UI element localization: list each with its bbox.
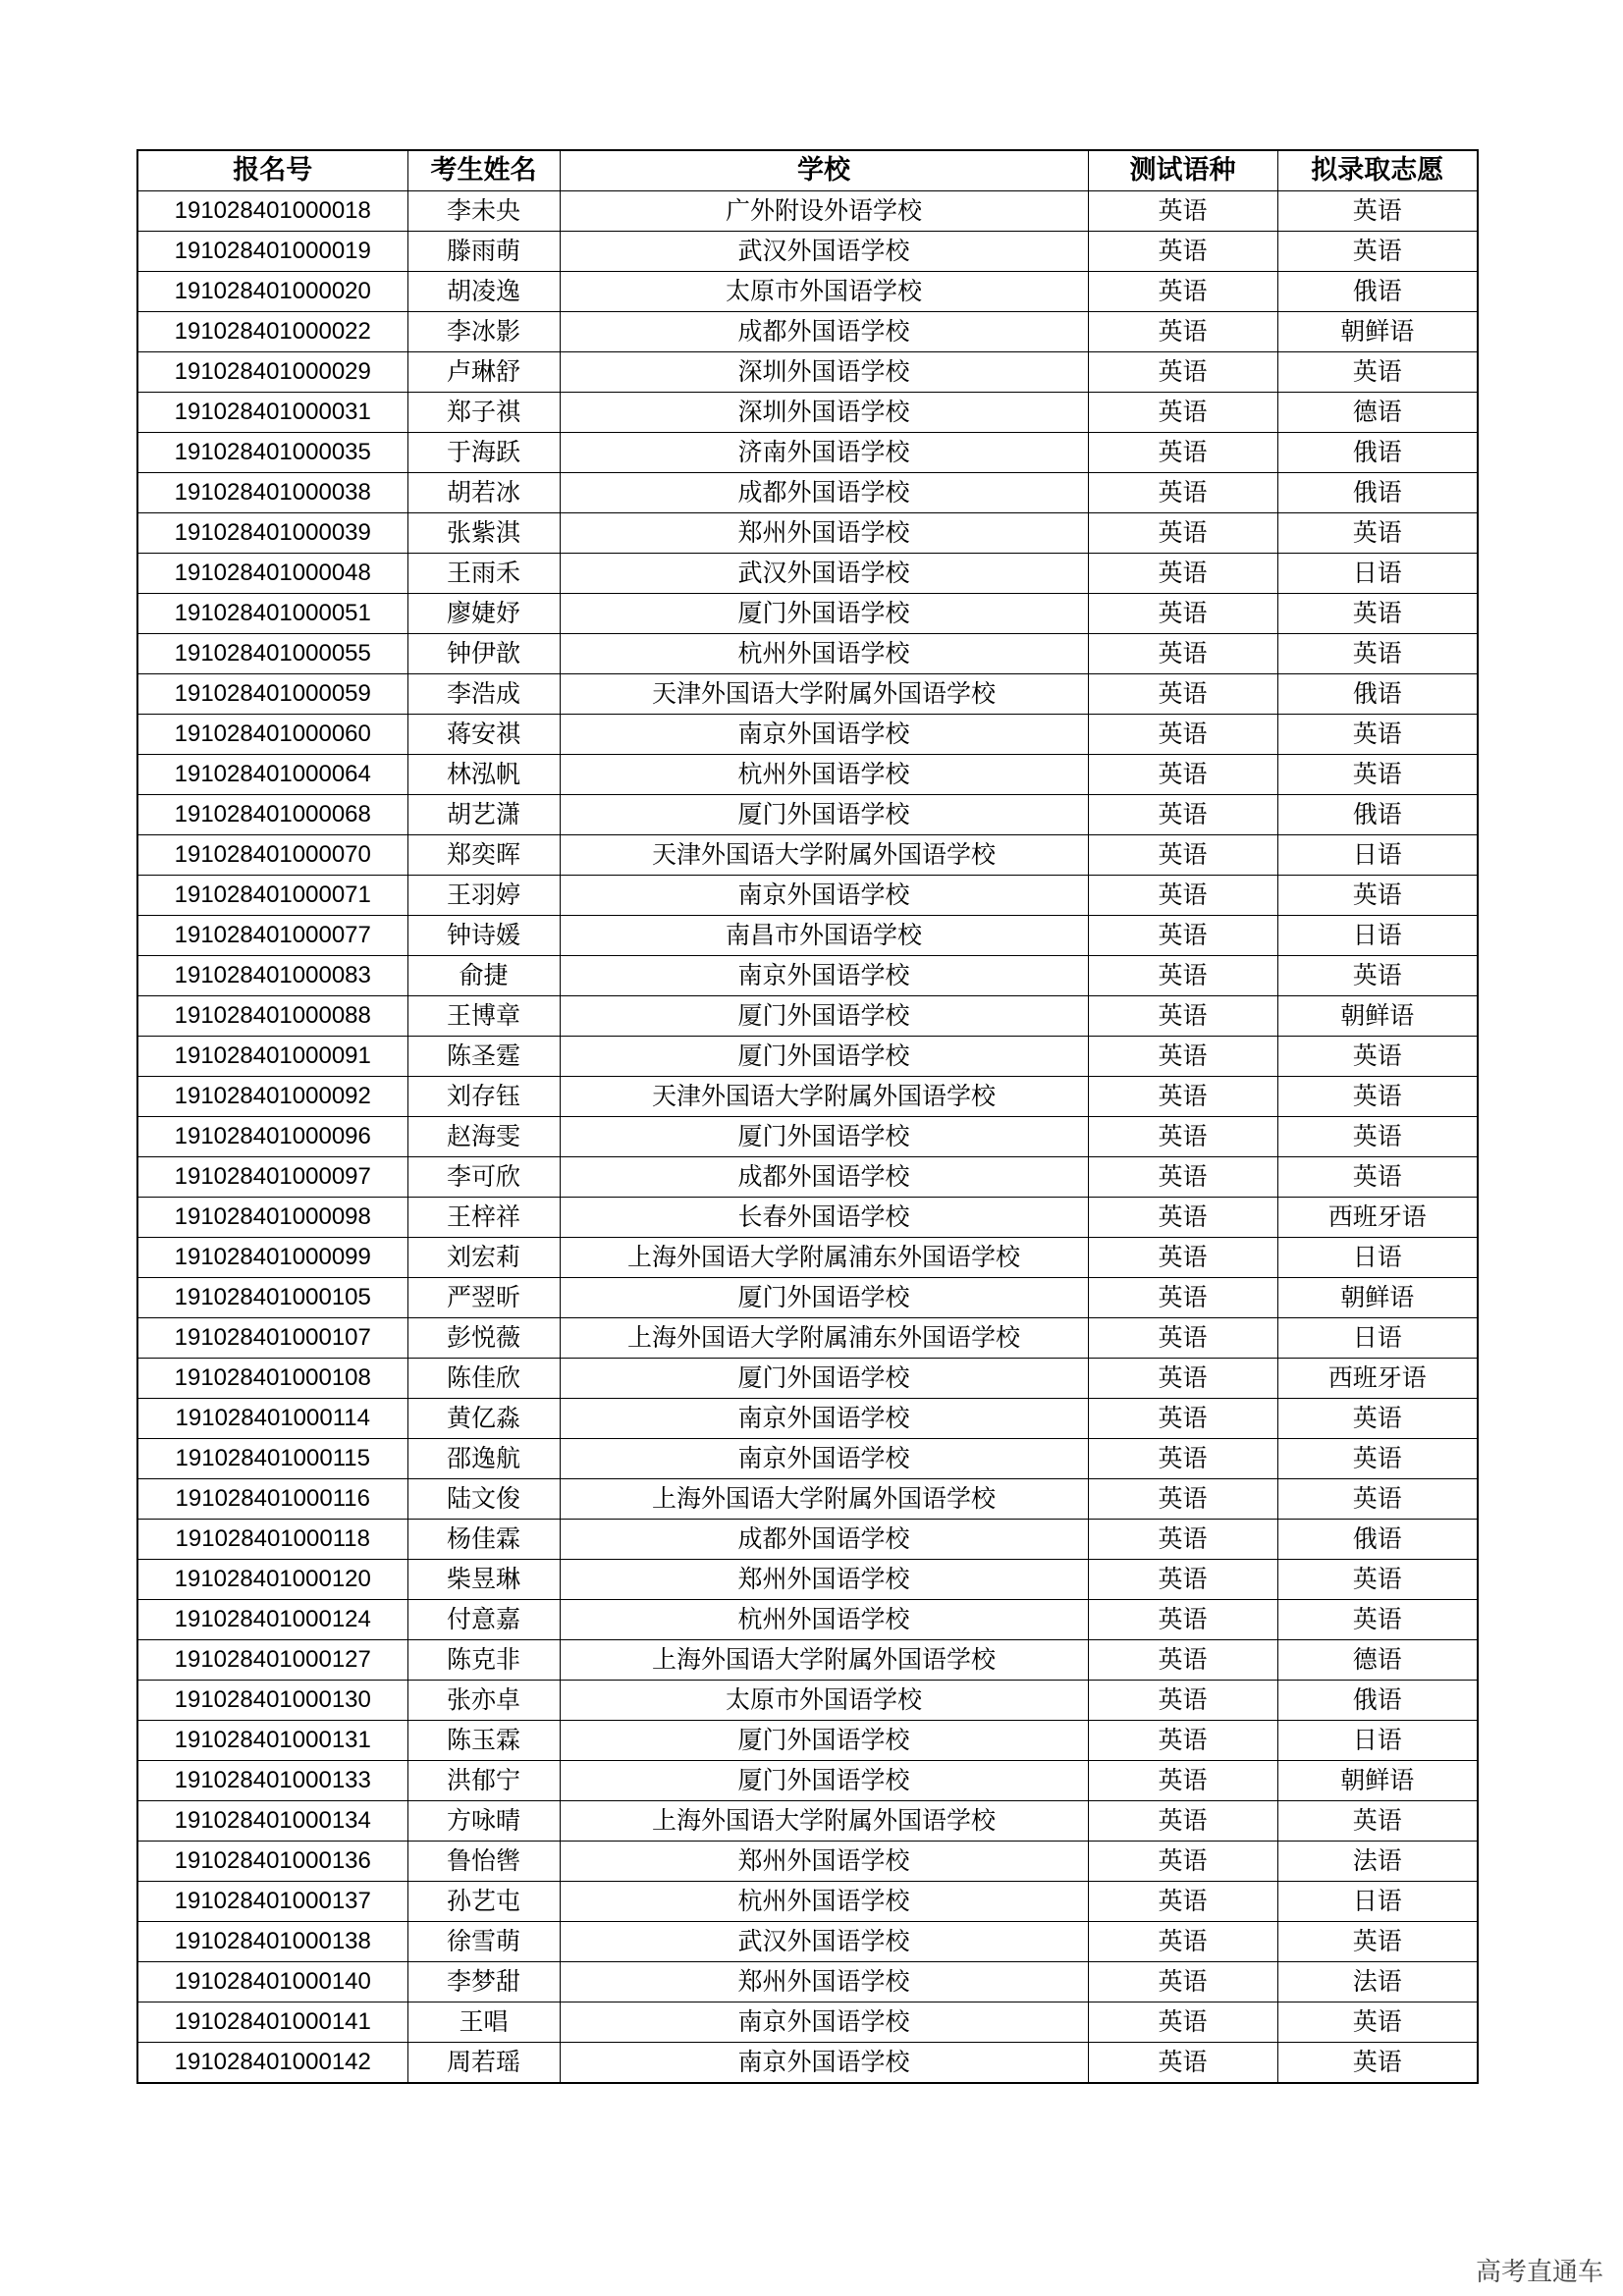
registration-number-cell: 191028401000133	[137, 1761, 407, 1801]
admission-choice-cell: 英语	[1277, 1077, 1478, 1117]
candidate-name-cell: 李浩成	[407, 674, 560, 715]
admission-choice-cell: 英语	[1277, 755, 1478, 795]
school-cell: 南京外国语学校	[560, 2043, 1088, 2084]
table-row	[137, 1318, 1478, 1359]
school-cell: 长春外国语学校	[560, 1198, 1088, 1238]
table-row	[137, 755, 1478, 795]
admission-choice-cell: 朝鲜语	[1277, 1761, 1478, 1801]
test-language-cell: 英语	[1088, 1882, 1277, 1922]
table-row	[137, 2002, 1478, 2043]
school-cell: 深圳外国语学校	[560, 393, 1088, 433]
candidate-name-cell: 滕雨萌	[407, 232, 560, 272]
test-language-cell: 英语	[1088, 956, 1277, 996]
test-language-cell: 英语	[1088, 594, 1277, 634]
candidate-name-cell: 李可欣	[407, 1157, 560, 1198]
table-row	[137, 795, 1478, 835]
candidate-name-cell: 胡艺潇	[407, 795, 560, 835]
candidate-name-cell: 张紫淇	[407, 513, 560, 554]
registration-number-cell: 191028401000116	[137, 1479, 407, 1520]
admission-choice-cell: 英语	[1277, 594, 1478, 634]
admission-choice-cell: 英语	[1277, 1037, 1478, 1077]
admission-choice-cell: 俄语	[1277, 1520, 1478, 1560]
school-cell: 上海外国语大学附属浦东外国语学校	[560, 1318, 1088, 1359]
header-admission-choice: 拟录取志愿	[1277, 150, 1478, 191]
candidate-name-cell: 陈佳欣	[407, 1359, 560, 1399]
school-cell: 杭州外国语学校	[560, 634, 1088, 674]
admission-choice-cell: 英语	[1277, 1801, 1478, 1842]
registration-number-cell: 191028401000091	[137, 1037, 407, 1077]
school-cell: 上海外国语大学附属外国语学校	[560, 1479, 1088, 1520]
candidate-name-cell: 胡若冰	[407, 473, 560, 513]
registration-number-cell: 191028401000096	[137, 1117, 407, 1157]
registration-number-cell: 191028401000108	[137, 1359, 407, 1399]
admission-choice-cell: 日语	[1277, 1238, 1478, 1278]
admission-choice-cell: 俄语	[1277, 1681, 1478, 1721]
registration-number-cell: 191028401000130	[137, 1681, 407, 1721]
candidate-name-cell: 陈圣霆	[407, 1037, 560, 1077]
candidate-name-cell: 柴昱琳	[407, 1560, 560, 1600]
test-language-cell: 英语	[1088, 1318, 1277, 1359]
table-row	[137, 1198, 1478, 1238]
school-cell: 济南外国语学校	[560, 433, 1088, 473]
school-cell: 厦门外国语学校	[560, 594, 1088, 634]
candidate-name-cell: 蒋安祺	[407, 715, 560, 755]
admission-choice-cell: 日语	[1277, 835, 1478, 876]
test-language-cell: 英语	[1088, 1681, 1277, 1721]
registration-number-cell: 191028401000105	[137, 1278, 407, 1318]
test-language-cell: 英语	[1088, 2043, 1277, 2084]
table-row	[137, 1439, 1478, 1479]
admission-choice-cell: 英语	[1277, 715, 1478, 755]
registration-number-cell: 191028401000140	[137, 1962, 407, 2002]
admission-choice-cell: 英语	[1277, 513, 1478, 554]
table-row	[137, 1721, 1478, 1761]
school-cell: 成都外国语学校	[560, 473, 1088, 513]
table-row	[137, 835, 1478, 876]
admission-choice-cell: 朝鲜语	[1277, 312, 1478, 352]
test-language-cell: 英语	[1088, 715, 1277, 755]
candidate-name-cell: 李冰影	[407, 312, 560, 352]
school-cell: 上海外国语大学附属外国语学校	[560, 1640, 1088, 1681]
admission-choice-cell: 日语	[1277, 916, 1478, 956]
registration-number-cell: 191028401000118	[137, 1520, 407, 1560]
registration-number-cell: 191028401000120	[137, 1560, 407, 1600]
registration-number-cell: 191028401000070	[137, 835, 407, 876]
table-row	[137, 1077, 1478, 1117]
candidate-name-cell: 洪郁宁	[407, 1761, 560, 1801]
school-cell: 天津外国语大学附属外国语学校	[560, 835, 1088, 876]
table-row	[137, 594, 1478, 634]
admission-choice-cell: 朝鲜语	[1277, 1278, 1478, 1318]
table-row	[137, 1399, 1478, 1439]
test-language-cell: 英语	[1088, 1037, 1277, 1077]
school-cell: 南京外国语学校	[560, 1439, 1088, 1479]
test-language-cell: 英语	[1088, 1761, 1277, 1801]
candidate-name-cell: 赵海雯	[407, 1117, 560, 1157]
table-row	[137, 1479, 1478, 1520]
candidate-name-cell: 李未央	[407, 191, 560, 232]
table-row	[137, 1359, 1478, 1399]
test-language-cell: 英语	[1088, 916, 1277, 956]
candidate-name-cell: 林泓帆	[407, 755, 560, 795]
test-language-cell: 英语	[1088, 1560, 1277, 1600]
registration-number-cell: 191028401000038	[137, 473, 407, 513]
test-language-cell: 英语	[1088, 835, 1277, 876]
candidate-name-cell: 陈玉霖	[407, 1721, 560, 1761]
test-language-cell: 英语	[1088, 1198, 1277, 1238]
table-body	[137, 191, 1478, 2084]
table-row	[137, 996, 1478, 1037]
test-language-cell: 英语	[1088, 191, 1277, 232]
registration-number-cell: 191028401000131	[137, 1721, 407, 1761]
table-row	[137, 554, 1478, 594]
table-row	[137, 1520, 1478, 1560]
candidate-name-cell: 邵逸航	[407, 1439, 560, 1479]
candidate-name-cell: 廖婕妤	[407, 594, 560, 634]
table-row	[137, 1801, 1478, 1842]
table-row	[137, 1278, 1478, 1318]
test-language-cell: 英语	[1088, 755, 1277, 795]
test-language-cell: 英语	[1088, 1238, 1277, 1278]
school-cell: 南京外国语学校	[560, 1399, 1088, 1439]
registration-number-cell: 191028401000088	[137, 996, 407, 1037]
admission-choice-cell: 朝鲜语	[1277, 996, 1478, 1037]
candidate-name-cell: 严翌昕	[407, 1278, 560, 1318]
admission-choice-cell: 英语	[1277, 2043, 1478, 2084]
table-row	[137, 191, 1478, 232]
school-cell: 武汉外国语学校	[560, 1922, 1088, 1962]
registration-number-cell: 191028401000035	[137, 433, 407, 473]
test-language-cell: 英语	[1088, 674, 1277, 715]
table-row	[137, 876, 1478, 916]
registration-number-cell: 191028401000107	[137, 1318, 407, 1359]
registration-number-cell: 191028401000092	[137, 1077, 407, 1117]
test-language-cell: 英语	[1088, 1962, 1277, 2002]
candidate-name-cell: 俞捷	[407, 956, 560, 996]
table-row	[137, 1600, 1478, 1640]
school-cell: 南京外国语学校	[560, 715, 1088, 755]
table-row	[137, 674, 1478, 715]
test-language-cell: 英语	[1088, 352, 1277, 393]
registration-number-cell: 191028401000031	[137, 393, 407, 433]
school-cell: 郑州外国语学校	[560, 1560, 1088, 1600]
candidate-name-cell: 胡凌逸	[407, 272, 560, 312]
candidate-name-cell: 陈克非	[407, 1640, 560, 1681]
test-language-cell: 英语	[1088, 795, 1277, 835]
school-cell: 上海外国语大学附属浦东外国语学校	[560, 1238, 1088, 1278]
registration-number-cell: 191028401000141	[137, 2002, 407, 2043]
admission-choice-cell: 英语	[1277, 1117, 1478, 1157]
candidate-name-cell: 刘宏莉	[407, 1238, 560, 1278]
table-row	[137, 1962, 1478, 2002]
admission-choice-cell: 英语	[1277, 956, 1478, 996]
school-cell: 杭州外国语学校	[560, 1600, 1088, 1640]
candidate-name-cell: 刘存钰	[407, 1077, 560, 1117]
admission-choice-cell: 德语	[1277, 1640, 1478, 1681]
table-row	[137, 1157, 1478, 1198]
school-cell: 厦门外国语学校	[560, 1761, 1088, 1801]
admission-choice-cell: 俄语	[1277, 473, 1478, 513]
candidate-name-cell: 郑子祺	[407, 393, 560, 433]
school-cell: 广外附设外语学校	[560, 191, 1088, 232]
candidate-name-cell: 王唱	[407, 2002, 560, 2043]
candidate-name-cell: 卢琳舒	[407, 352, 560, 393]
table-row	[137, 393, 1478, 433]
admission-choice-cell: 英语	[1277, 2002, 1478, 2043]
school-cell: 上海外国语大学附属外国语学校	[560, 1801, 1088, 1842]
table-row	[137, 1882, 1478, 1922]
admission-choice-cell: 俄语	[1277, 433, 1478, 473]
school-cell: 厦门外国语学校	[560, 1037, 1088, 1077]
school-cell: 太原市外国语学校	[560, 1681, 1088, 1721]
registration-number-cell: 191028401000060	[137, 715, 407, 755]
candidate-name-cell: 王博章	[407, 996, 560, 1037]
test-language-cell: 英语	[1088, 312, 1277, 352]
candidate-name-cell: 方咏晴	[407, 1801, 560, 1842]
registration-number-cell: 191028401000064	[137, 755, 407, 795]
school-cell: 太原市外国语学校	[560, 272, 1088, 312]
candidate-name-cell: 张亦卓	[407, 1681, 560, 1721]
table-row	[137, 433, 1478, 473]
test-language-cell: 英语	[1088, 554, 1277, 594]
school-cell: 天津外国语大学附属外国语学校	[560, 1077, 1088, 1117]
test-language-cell: 英语	[1088, 1399, 1277, 1439]
table-row	[137, 1922, 1478, 1962]
candidate-name-cell: 王雨禾	[407, 554, 560, 594]
registration-number-cell: 191028401000124	[137, 1600, 407, 1640]
registration-number-cell: 191028401000114	[137, 1399, 407, 1439]
registration-number-cell: 191028401000134	[137, 1801, 407, 1842]
header-candidate-name: 考生姓名	[407, 150, 560, 191]
header-school: 学校	[560, 150, 1088, 191]
registration-number-cell: 191028401000055	[137, 634, 407, 674]
candidate-name-cell: 钟伊歆	[407, 634, 560, 674]
test-language-cell: 英语	[1088, 1278, 1277, 1318]
candidate-name-cell: 周若瑶	[407, 2043, 560, 2084]
registration-number-cell: 191028401000127	[137, 1640, 407, 1681]
test-language-cell: 英语	[1088, 2002, 1277, 2043]
admission-choice-cell: 英语	[1277, 1600, 1478, 1640]
admission-choice-cell: 西班牙语	[1277, 1198, 1478, 1238]
table-row	[137, 634, 1478, 674]
table-row	[137, 473, 1478, 513]
school-cell: 南京外国语学校	[560, 2002, 1088, 2043]
school-cell: 厦门外国语学校	[560, 1278, 1088, 1318]
school-cell: 厦门外国语学校	[560, 996, 1088, 1037]
registration-number-cell: 191028401000097	[137, 1157, 407, 1198]
test-language-cell: 英语	[1088, 996, 1277, 1037]
candidate-name-cell: 孙艺屯	[407, 1882, 560, 1922]
school-cell: 天津外国语大学附属外国语学校	[560, 674, 1088, 715]
table-header-row	[137, 150, 1478, 191]
admission-choice-cell: 日语	[1277, 1882, 1478, 1922]
registration-number-cell: 191028401000029	[137, 352, 407, 393]
candidate-name-cell: 杨佳霖	[407, 1520, 560, 1560]
school-cell: 郑州外国语学校	[560, 1962, 1088, 2002]
test-language-cell: 英语	[1088, 1359, 1277, 1399]
candidate-name-cell: 付意嘉	[407, 1600, 560, 1640]
test-language-cell: 英语	[1088, 433, 1277, 473]
admission-choice-cell: 英语	[1277, 232, 1478, 272]
registration-number-cell: 191028401000138	[137, 1922, 407, 1962]
registration-number-cell: 191028401000077	[137, 916, 407, 956]
test-language-cell: 英语	[1088, 1640, 1277, 1681]
school-cell: 郑州外国语学校	[560, 513, 1088, 554]
header-registration-number: 报名号	[137, 150, 407, 191]
registration-number-cell: 191028401000019	[137, 232, 407, 272]
admission-choice-cell: 日语	[1277, 1318, 1478, 1359]
candidate-name-cell: 王羽婷	[407, 876, 560, 916]
test-language-cell: 英语	[1088, 1721, 1277, 1761]
table-row	[137, 352, 1478, 393]
test-language-cell: 英语	[1088, 1439, 1277, 1479]
admission-choice-cell: 法语	[1277, 1842, 1478, 1882]
school-cell: 成都外国语学校	[560, 1520, 1088, 1560]
registration-number-cell: 191028401000083	[137, 956, 407, 996]
test-language-cell: 英语	[1088, 1117, 1277, 1157]
school-cell: 郑州外国语学校	[560, 1842, 1088, 1882]
registration-number-cell: 191028401000115	[137, 1439, 407, 1479]
admission-choice-cell: 俄语	[1277, 674, 1478, 715]
registration-number-cell: 191028401000137	[137, 1882, 407, 1922]
test-language-cell: 英语	[1088, 272, 1277, 312]
admission-choice-cell: 俄语	[1277, 795, 1478, 835]
registration-number-cell: 191028401000039	[137, 513, 407, 554]
admission-choice-cell: 英语	[1277, 1157, 1478, 1198]
admission-choice-cell: 西班牙语	[1277, 1359, 1478, 1399]
test-language-cell: 英语	[1088, 473, 1277, 513]
table-row	[137, 1681, 1478, 1721]
candidate-name-cell: 陆文俊	[407, 1479, 560, 1520]
school-cell: 厦门外国语学校	[560, 1721, 1088, 1761]
registration-number-cell: 191028401000020	[137, 272, 407, 312]
test-language-cell: 英语	[1088, 1842, 1277, 1882]
registration-number-cell: 191028401000098	[137, 1198, 407, 1238]
school-cell: 南京外国语学校	[560, 956, 1088, 996]
header-test-language: 测试语种	[1088, 150, 1277, 191]
table-row	[137, 956, 1478, 996]
candidate-name-cell: 钟诗媛	[407, 916, 560, 956]
admission-list-table	[136, 149, 1479, 2084]
test-language-cell: 英语	[1088, 876, 1277, 916]
candidate-name-cell: 鲁怡辔	[407, 1842, 560, 1882]
table-row	[137, 232, 1478, 272]
candidate-name-cell: 彭悦薇	[407, 1318, 560, 1359]
admission-choice-cell: 英语	[1277, 876, 1478, 916]
school-cell: 厦门外国语学校	[560, 1359, 1088, 1399]
admission-choice-cell: 英语	[1277, 1399, 1478, 1439]
admission-choice-cell: 英语	[1277, 1479, 1478, 1520]
table-row	[137, 2043, 1478, 2084]
school-cell: 厦门外国语学校	[560, 795, 1088, 835]
registration-number-cell: 191028401000022	[137, 312, 407, 352]
school-cell: 成都外国语学校	[560, 312, 1088, 352]
test-language-cell: 英语	[1088, 1922, 1277, 1962]
test-language-cell: 英语	[1088, 1157, 1277, 1198]
registration-number-cell: 191028401000059	[137, 674, 407, 715]
candidate-name-cell: 于海跃	[407, 433, 560, 473]
school-cell: 厦门外国语学校	[560, 1117, 1088, 1157]
table-row	[137, 916, 1478, 956]
registration-number-cell: 191028401000099	[137, 1238, 407, 1278]
table-row	[137, 1117, 1478, 1157]
test-language-cell: 英语	[1088, 1801, 1277, 1842]
admission-choice-cell: 德语	[1277, 393, 1478, 433]
candidate-name-cell: 李梦甜	[407, 1962, 560, 2002]
test-language-cell: 英语	[1088, 232, 1277, 272]
candidate-name-cell: 黄亿淼	[407, 1399, 560, 1439]
table-row	[137, 513, 1478, 554]
admission-choice-cell: 英语	[1277, 1439, 1478, 1479]
registration-number-cell: 191028401000051	[137, 594, 407, 634]
school-cell: 杭州外国语学校	[560, 1882, 1088, 1922]
table-row	[137, 1640, 1478, 1681]
school-cell: 深圳外国语学校	[560, 352, 1088, 393]
table-row	[137, 1761, 1478, 1801]
admission-choice-cell: 法语	[1277, 1962, 1478, 2002]
registration-number-cell: 191028401000048	[137, 554, 407, 594]
table-row	[137, 272, 1478, 312]
test-language-cell: 英语	[1088, 513, 1277, 554]
school-cell: 成都外国语学校	[560, 1157, 1088, 1198]
table-row	[137, 1560, 1478, 1600]
table-row	[137, 1842, 1478, 1882]
watermark: 高考直通车	[1475, 2258, 1603, 2287]
registration-number-cell: 191028401000068	[137, 795, 407, 835]
table-row	[137, 715, 1478, 755]
candidate-name-cell: 徐雪萌	[407, 1922, 560, 1962]
registration-number-cell: 191028401000071	[137, 876, 407, 916]
school-cell: 杭州外国语学校	[560, 755, 1088, 795]
school-cell: 武汉外国语学校	[560, 554, 1088, 594]
school-cell: 武汉外国语学校	[560, 232, 1088, 272]
admission-choice-cell: 日语	[1277, 554, 1478, 594]
test-language-cell: 英语	[1088, 1520, 1277, 1560]
admission-choice-cell: 英语	[1277, 634, 1478, 674]
table-row	[137, 312, 1478, 352]
test-language-cell: 英语	[1088, 1600, 1277, 1640]
registration-number-cell: 191028401000136	[137, 1842, 407, 1882]
admission-choice-cell: 英语	[1277, 1922, 1478, 1962]
admission-choice-cell: 俄语	[1277, 272, 1478, 312]
candidate-name-cell: 郑奕晖	[407, 835, 560, 876]
registration-number-cell: 191028401000018	[137, 191, 407, 232]
test-language-cell: 英语	[1088, 393, 1277, 433]
test-language-cell: 英语	[1088, 634, 1277, 674]
candidate-name-cell: 王梓祥	[407, 1198, 560, 1238]
admission-choice-cell: 英语	[1277, 191, 1478, 232]
table-row	[137, 1238, 1478, 1278]
admission-choice-cell: 日语	[1277, 1721, 1478, 1761]
admission-choice-cell: 英语	[1277, 352, 1478, 393]
test-language-cell: 英语	[1088, 1479, 1277, 1520]
registration-number-cell: 191028401000142	[137, 2043, 407, 2084]
school-cell: 南昌市外国语学校	[560, 916, 1088, 956]
admission-choice-cell: 英语	[1277, 1560, 1478, 1600]
test-language-cell: 英语	[1088, 1077, 1277, 1117]
table-row	[137, 1037, 1478, 1077]
school-cell: 南京外国语学校	[560, 876, 1088, 916]
